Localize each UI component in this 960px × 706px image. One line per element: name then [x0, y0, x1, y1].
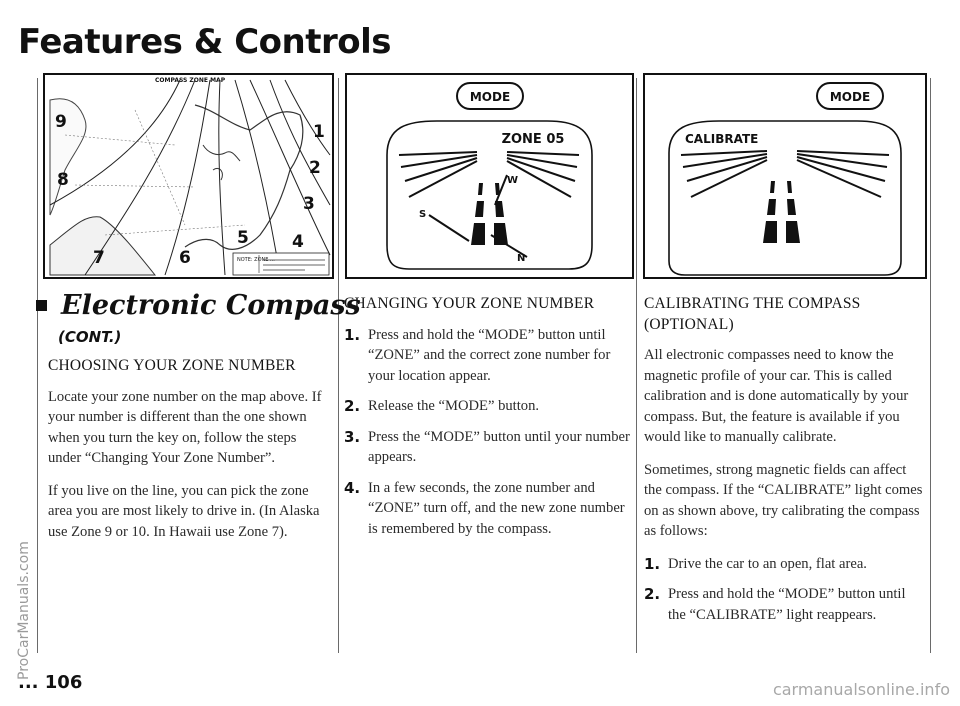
step-text: Release the “MODE” button. [368, 398, 540, 414]
zone-label-7: 7 [93, 248, 105, 268]
step-text: In a few seconds, the zone number and “ZONE” turn off, and the new zone number is remembered by the compass. [368, 479, 625, 537]
compass-zone-map [43, 73, 334, 279]
watermark-bottom: carmanualsonline.info [772, 680, 950, 699]
zone-label-3: 3 [303, 194, 315, 214]
list-item [344, 478, 630, 540]
column-divider [930, 78, 931, 653]
list-item [344, 427, 630, 468]
calibrate-display-text: CALIBRATE [685, 132, 759, 146]
page-number: ... 106 [18, 672, 83, 693]
zone-display-graphic [347, 75, 632, 277]
zone-map-graphic [45, 75, 332, 277]
calibrating-heading: CALIBRATING THE COMPASS (OPTIONAL) [644, 295, 861, 333]
choosing-zone-para-2: If you live on the line, you can pick the zone area you are most likely to drive in. (In Alaska use Zone 9 or 10. In Hawaii use Zone 7). [48, 482, 320, 540]
list-item [644, 584, 926, 625]
compass-letter-n: N [517, 253, 526, 264]
choosing-zone-para-1: Locate your zone number on the map above. If your number is different than the one shown when you turn the key on, follow the steps under “Changing Your Zone Number”. [48, 388, 322, 466]
step-number: 1. [644, 554, 661, 573]
zone-label-5: 5 [237, 228, 249, 248]
column-divider [37, 78, 38, 653]
zone-label-4: 4 [292, 232, 304, 252]
step-text: Press and hold the “MODE” button until “ZONE” and the correct zone number for your location appear. [368, 326, 611, 384]
column-divider [338, 78, 339, 653]
step-number: 2. [344, 397, 361, 415]
step-text: Press and hold the “MODE” button until the “CALIBRATE” light reappears. [668, 586, 906, 623]
zone-label-6: 6 [179, 248, 191, 268]
compass-letter-s: S [419, 209, 427, 220]
zone-label-9: 9 [55, 112, 67, 132]
map-note: NOTE: ZONE ... [237, 257, 275, 263]
zone-label-1: 1 [313, 122, 325, 142]
compass-zone-display-figure [345, 73, 634, 279]
section-continued: (CONT.) [58, 328, 122, 346]
compass-letter-w: W [507, 175, 519, 186]
step-number: 1. [344, 325, 361, 344]
choosing-zone-heading: CHOOSING YOUR ZONE NUMBER [48, 357, 296, 374]
calibrating-para-2: Sometimes, strong magnetic fields can affect the compass. If the “CALIBRATE” light comes on as shown above, try calibrating the compass as follows: [644, 461, 923, 539]
zone-label-2: 2 [309, 158, 321, 178]
watermark-left [2, 240, 32, 680]
list-item [344, 325, 630, 387]
column-divider [636, 78, 637, 653]
column-choosing-zone [48, 356, 330, 554]
step-number: 3. [344, 427, 361, 446]
section-title: Electronic Compass [61, 290, 361, 321]
section-bullet [36, 300, 47, 311]
compass-calibrate-display-figure [643, 73, 927, 279]
calibrating-para-1: All electronic compasses need to know the magnetic profile of your car. This is called calibration and is done automatically by your compass. But, the feature is available if you would like to manually calibrate. [644, 347, 909, 445]
step-text: Press the “MODE” button until your number appears. [368, 428, 630, 465]
watermark-left-text: ProCarManuals.com [16, 541, 32, 680]
list-item [344, 396, 630, 417]
mode-button-label: MODE [829, 90, 871, 104]
mode-button-label: MODE [469, 90, 511, 104]
page-title: Features & Controls [18, 22, 391, 62]
zone-label-8: 8 [57, 170, 69, 190]
map-caption: COMPASS ZONE MAP [155, 77, 226, 84]
changing-zone-steps [344, 325, 630, 540]
list-item [644, 554, 926, 575]
section-heading [36, 290, 361, 321]
step-text: Drive the car to an open, flat area. [668, 555, 867, 572]
column-changing-zone [344, 294, 630, 549]
step-number: 2. [644, 585, 661, 603]
column-calibrating [644, 294, 926, 635]
changing-zone-heading: CHANGING YOUR ZONE NUMBER [344, 295, 595, 312]
zone-display-text: ZONE 05 [501, 132, 565, 147]
step-number: 4. [344, 478, 361, 497]
calibrate-display-graphic [645, 75, 925, 277]
calibrating-steps [644, 554, 926, 626]
